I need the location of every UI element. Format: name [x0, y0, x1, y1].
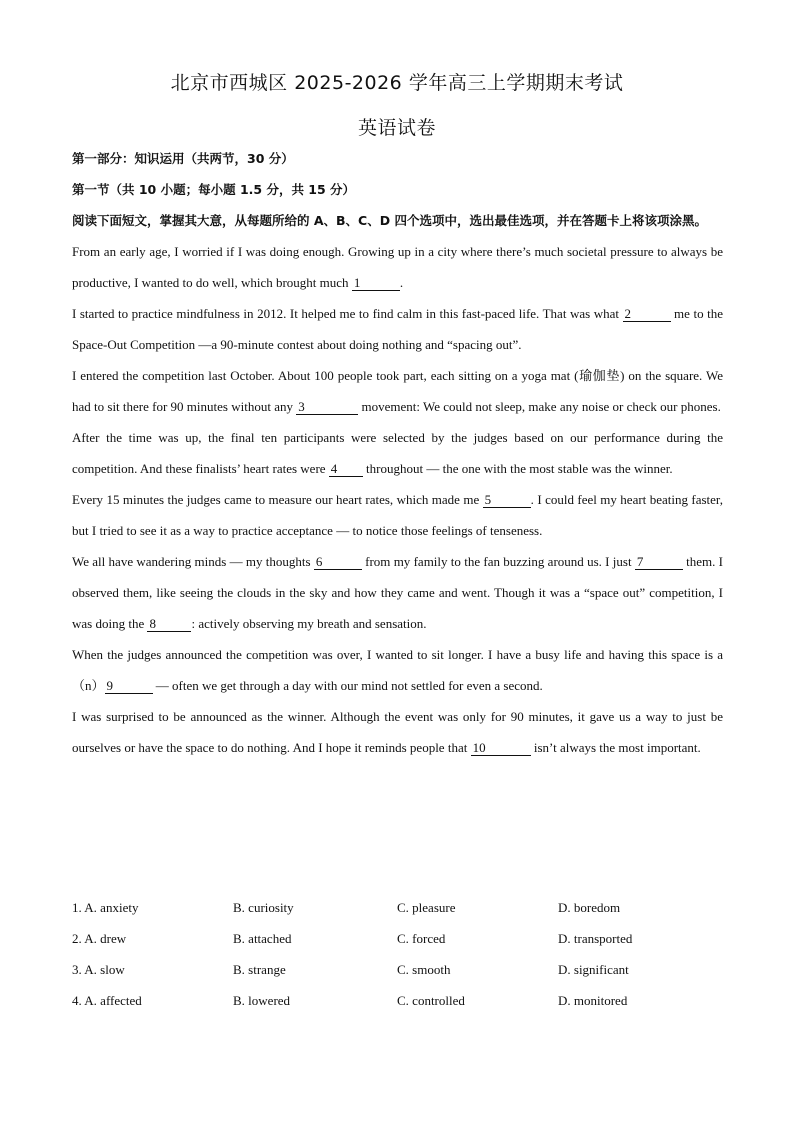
blank-9: 9: [105, 678, 153, 694]
exam-subtitle: 英语试卷: [357, 117, 436, 139]
passage-text: I was surprised to be announced as the winner. Although the event was only for 90 minutes, it gave us a way to just be ourselves or have the space to do nothing. And I hope it reminds people that: [72, 709, 723, 755]
passage-text: throughout — the one with the most stable was the winner.: [362, 461, 673, 476]
passage-text: From an early age, I worried if I was doing enough. Growing up in a city where there’s much societal pressure to always be productive, I wanted to do well, which brought much: [72, 244, 723, 290]
passage-text: isn’t always the most important.: [530, 740, 701, 755]
option-number: 3.: [72, 962, 82, 977]
passage-text: . I could feel my heart beating faster, but I tried to see it as a way to practice acceptance — to notice those feelings of tenseness.: [72, 492, 723, 538]
option-d: D. monitored: [558, 993, 628, 1008]
option-c: C. pleasure: [397, 900, 456, 915]
passage-paragraph: [72, 236, 723, 298]
option-b: B. curiosity: [233, 900, 294, 915]
option-a: [72, 892, 138, 923]
passage-text: I started to practice mindfulness in 2012. It helped me to find calm in this fast-paced life. That was what: [72, 306, 623, 321]
passage-text: When the judges announced the competition was over, I wanted to sit longer. I have a busy life and having this space is a（n）: [72, 647, 723, 693]
blank-8: 8: [147, 616, 191, 632]
passage-paragraph: [72, 639, 723, 701]
option-row: [72, 954, 723, 985]
passage-paragraph: [72, 546, 723, 639]
option-a-text: A. slow: [84, 962, 125, 977]
answer-options: [72, 892, 723, 1016]
passage-text: Every 15 minutes the judges came to measure our heart rates, which made me: [72, 492, 483, 507]
option-row: [72, 892, 723, 923]
blank-3: 3: [296, 399, 358, 415]
option-number: 4.: [72, 993, 82, 1008]
option-b: B. attached: [233, 931, 292, 946]
blank-10: 10: [471, 740, 531, 756]
blank-1: 1: [352, 275, 400, 291]
option-d: D. transported: [558, 931, 633, 946]
option-b: B. lowered: [233, 993, 291, 1008]
option-row: [72, 923, 723, 954]
passage-text: We all have wandering minds — my thoughts: [72, 554, 314, 569]
passage-text: I entered the competition last October. About 100 people took part, each sitting on a yoga mat (瑜伽垫) on the square. We had to sit there for 90 minutes without any: [72, 368, 723, 414]
passage-paragraph: [72, 360, 723, 422]
option-a: [72, 954, 125, 985]
passage-text: from my family to the fan buzzing around us. I just: [361, 554, 635, 569]
option-b: B. strange: [233, 962, 286, 977]
option-d: D. significant: [558, 962, 629, 977]
blank-4: 4: [329, 461, 363, 477]
section-heading: 第一节（共 10 小题；每小题 1.5 分，共 15 分）: [72, 182, 356, 197]
passage-text: me to the Space-Out Competition —a 90-minute contest about doing nothing and “spacing out”.: [72, 306, 723, 352]
option-number: 2.: [72, 931, 82, 946]
option-a-text: A. drew: [84, 931, 127, 946]
passage-text: them. I observed them, like seeing the clouds in the sky and how they came and went. Though it was a “space out” competition, I was doing the: [72, 554, 723, 631]
exam-title: 北京市西城区 2025-2026 学年高三上学期期末考试: [170, 72, 624, 94]
blank-5: 5: [483, 492, 531, 508]
blank-2: 2: [623, 306, 671, 322]
option-a-text: A. anxiety: [84, 900, 139, 915]
blank-6: 6: [314, 554, 362, 570]
blank-7: 7: [635, 554, 683, 570]
instruction: 阅读下面短文，掌握其大意，从每题所给的 A、B、C、D 四个选项中，选出最佳选项，并在答题卡上将该项涂黑。: [72, 213, 707, 228]
passage-text: movement: We could not sleep, make any noise or check our phones.: [358, 399, 721, 414]
option-c: C. forced: [397, 931, 446, 946]
option-row: [72, 985, 723, 1016]
option-c: C. controlled: [397, 993, 465, 1008]
option-c: C. smooth: [397, 962, 451, 977]
passage-paragraph: [72, 701, 723, 763]
passage-paragraph: [72, 422, 723, 484]
passage-paragraph: [72, 298, 723, 360]
passage-text: .: [399, 275, 404, 290]
option-a: [72, 923, 126, 954]
exam-body: [72, 143, 723, 763]
passage-text: : actively observing my breath and sensation.: [191, 616, 427, 631]
passage-text: — often we get through a day with our mind not settled for even a second.: [152, 678, 543, 693]
option-d: D. boredom: [558, 900, 621, 915]
option-a: [72, 985, 142, 1016]
option-number: 1.: [72, 900, 82, 915]
passage-text: After the time was up, the final ten participants were selected by the judges based on our performance during the competition. And these finalists’ heart rates were: [72, 430, 723, 476]
part-heading: 第一部分：知识运用（共两节，30 分）: [72, 151, 294, 166]
cloze-passage: [72, 236, 723, 763]
passage-paragraph: [72, 484, 723, 546]
option-a-text: A. affected: [84, 993, 142, 1008]
